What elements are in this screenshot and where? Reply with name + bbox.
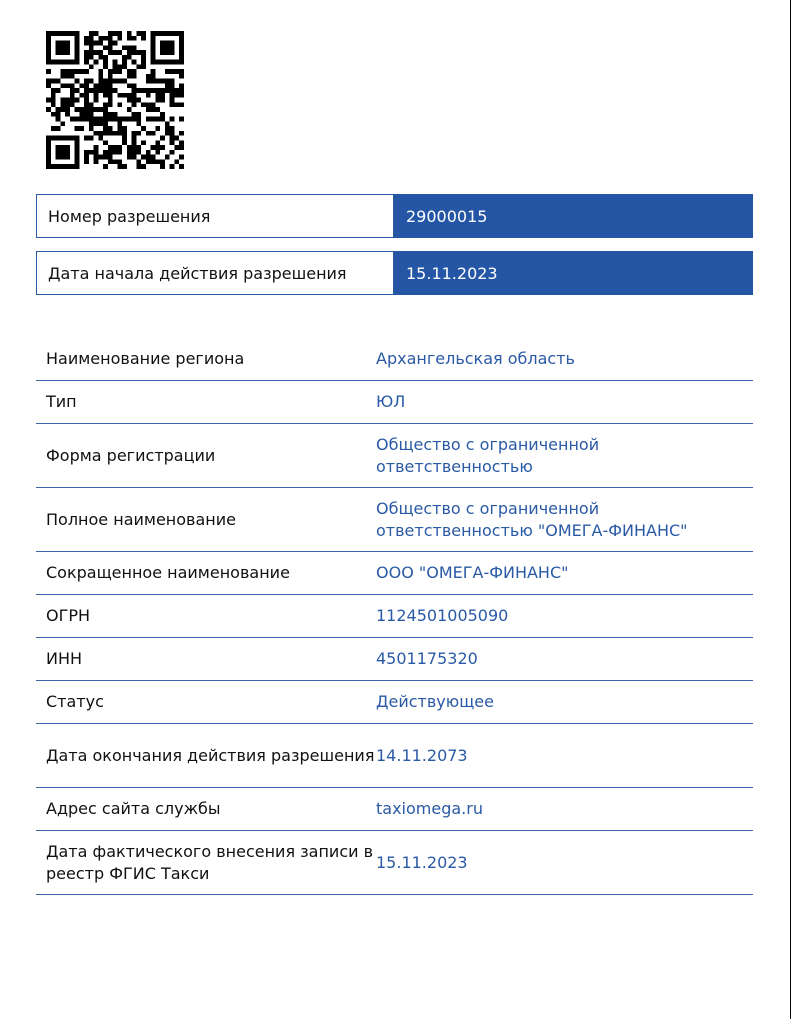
detail-value: 4501175320: [376, 649, 478, 668]
detail-value: Общество с ограниченной ответственностью "ОМЕГА-ФИНАНС": [376, 498, 688, 540]
permit-start-date-value: 15.11.2023: [394, 251, 753, 295]
detail-row-registration-form: [36, 424, 753, 488]
detail-value: 14.11.2073: [376, 745, 468, 765]
permit-start-date-row: [36, 251, 753, 295]
detail-value: Архангельская область: [376, 349, 575, 368]
detail-value: Общество с ограниченной ответственностью: [376, 434, 600, 476]
detail-label: Статус: [46, 692, 104, 711]
permit-number-label: Номер разрешения: [36, 194, 394, 238]
detail-row-inn: [36, 638, 753, 681]
permit-number-value: 29000015: [394, 194, 753, 238]
detail-row-full-name: [36, 488, 753, 552]
detail-row-type: [36, 381, 753, 424]
detail-value: taxiomega.ru: [376, 799, 483, 818]
detail-label: Полное наименование: [46, 509, 236, 529]
detail-value: ЮЛ: [376, 392, 406, 411]
page-right-border: [790, 0, 791, 1019]
detail-label: Адрес сайта службы: [46, 799, 221, 818]
permit-start-date-label: Дата начала действия разрешения: [36, 251, 394, 295]
detail-label: Форма регистрации: [46, 445, 216, 465]
detail-row-ogrn: [36, 595, 753, 638]
detail-row-registry-date: [36, 831, 753, 895]
detail-value: Действующее: [376, 692, 494, 711]
detail-value: 1124501005090: [376, 606, 509, 625]
detail-label: Дата окончания действия разрешения: [46, 745, 375, 765]
detail-value: 15.11.2023: [376, 852, 468, 872]
detail-row-region: [36, 338, 753, 381]
detail-row-website: [36, 788, 753, 831]
detail-row-end-date: [36, 724, 753, 788]
detail-row-status: [36, 681, 753, 724]
permit-details-table: [36, 338, 753, 895]
permit-number-row: [36, 194, 753, 238]
detail-row-short-name: [36, 552, 753, 595]
detail-value: ООО "ОМЕГА-ФИНАНС": [376, 563, 569, 582]
detail-label: Дата фактического внесения записи в реестр ФГИС Такси: [46, 841, 374, 883]
detail-label: ИНН: [46, 649, 83, 668]
detail-label: Наименование региона: [46, 349, 245, 368]
qr-code-icon: [46, 31, 184, 169]
detail-label: ОГРН: [46, 606, 91, 625]
detail-label: Тип: [46, 392, 77, 411]
detail-label: Сокращенное наименование: [46, 563, 290, 582]
